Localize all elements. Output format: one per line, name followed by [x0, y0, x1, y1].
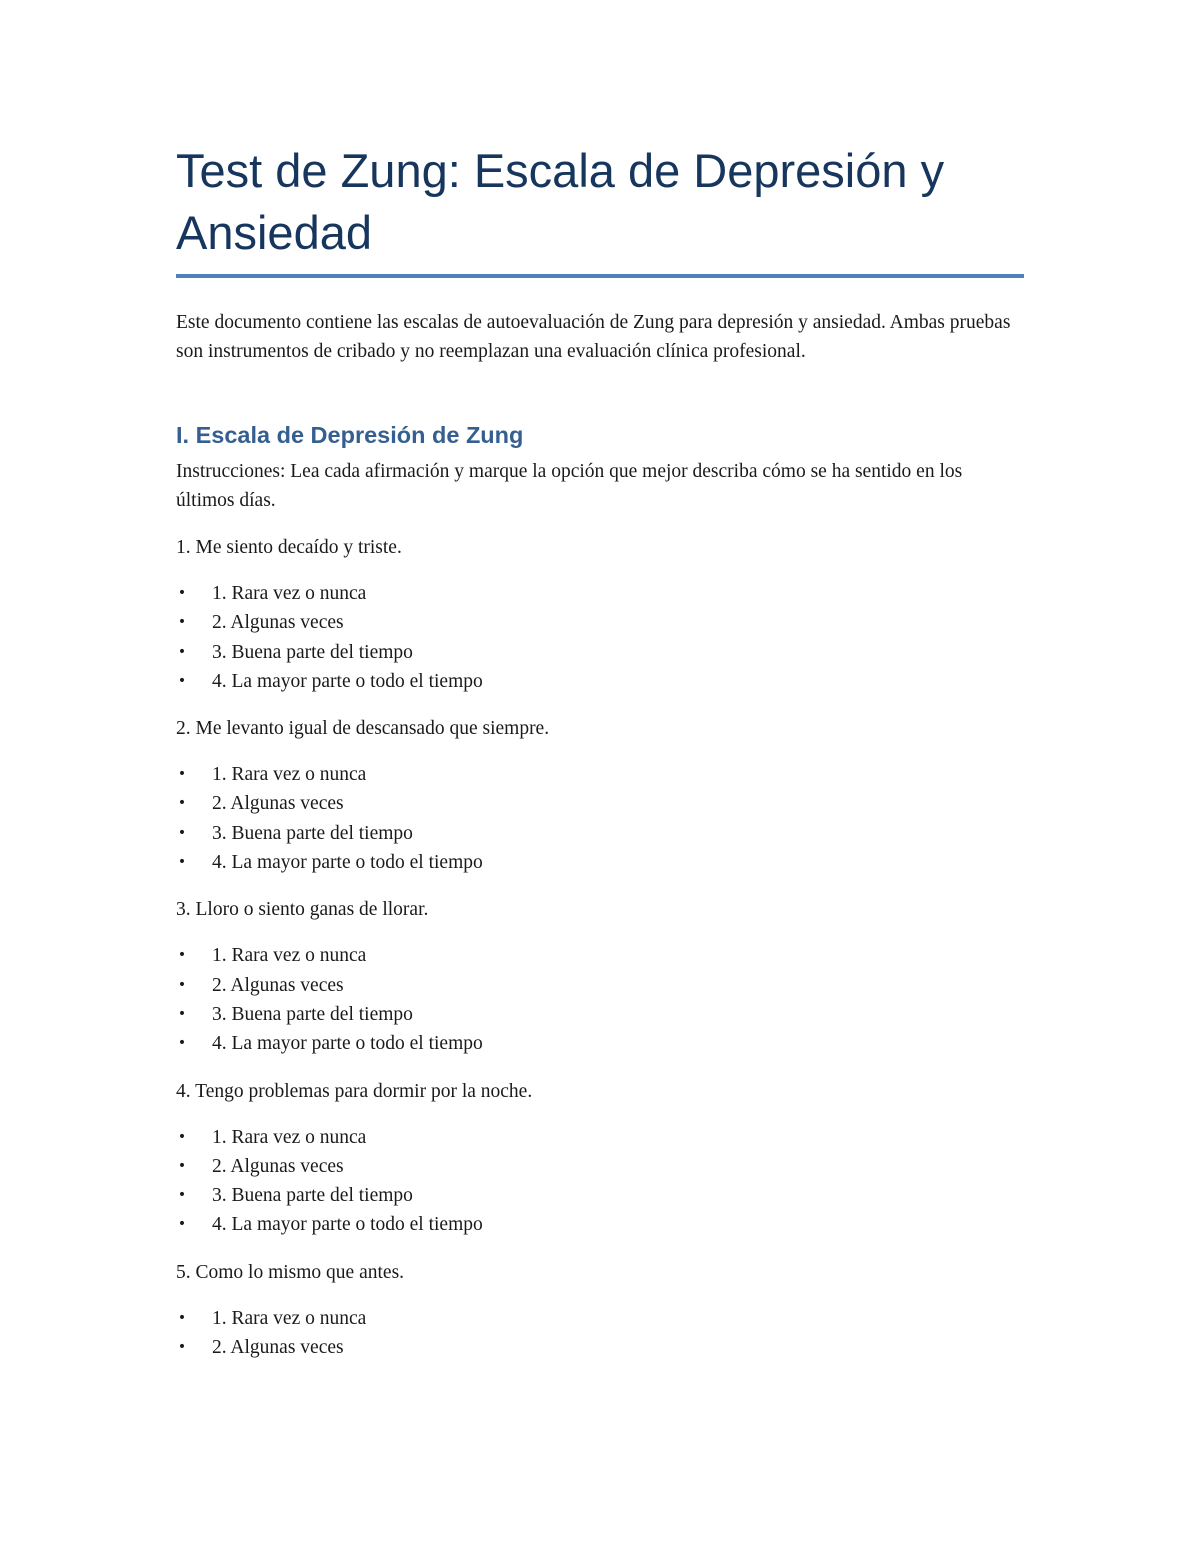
answer-option[interactable]: [176, 1152, 1024, 1181]
question-block: [176, 1258, 1024, 1363]
bullet-icon: •: [177, 824, 187, 841]
answer-option-label: 1. Rara vez o nunca: [212, 1126, 367, 1148]
answer-option-label: 4. La mayor parte o todo el tiempo: [212, 1033, 483, 1055]
bullet-icon: •: [177, 947, 187, 964]
bullet-icon: •: [177, 672, 187, 689]
bullet-icon: •: [177, 1157, 187, 1174]
answer-option[interactable]: [176, 579, 1024, 608]
answer-option[interactable]: [176, 1210, 1024, 1239]
question-text: 1. Me siento decaído y triste.: [176, 537, 402, 558]
answer-options: [176, 760, 1024, 877]
answer-option[interactable]: [176, 760, 1024, 789]
answer-option-label: 2. Algunas veces: [212, 974, 344, 996]
bullet-icon: •: [177, 1216, 187, 1233]
answer-options: [176, 1304, 1024, 1363]
answer-option[interactable]: [176, 971, 1024, 1000]
bullet-icon: •: [177, 643, 187, 660]
question-text: 2. Me levanto igual de descansado que siempre.: [176, 718, 550, 740]
answer-option-label: 2. Algunas veces: [212, 793, 344, 815]
question-block: [176, 714, 1024, 877]
answer-option[interactable]: [176, 608, 1024, 637]
bullet-icon: •: [177, 614, 187, 631]
question-block: [176, 1077, 1024, 1240]
answer-option[interactable]: [176, 638, 1024, 667]
document-page: [176, 140, 1024, 1362]
answer-option[interactable]: [176, 667, 1024, 696]
bullet-icon: •: [177, 1309, 187, 1326]
answer-option-label: 3. Buena parte del tiempo: [212, 1003, 413, 1025]
answer-option-label: 2. Algunas veces: [212, 1337, 344, 1359]
bullet-icon: •: [177, 1035, 187, 1052]
answer-option-label: 2. Algunas veces: [212, 612, 344, 634]
answer-option[interactable]: [176, 941, 1024, 970]
answer-options: [176, 579, 1024, 696]
answer-option[interactable]: [176, 819, 1024, 848]
answer-options: [176, 941, 1024, 1058]
bullet-icon: •: [177, 976, 187, 993]
answer-option-label: 2. Algunas veces: [212, 1155, 344, 1177]
document-title: Test de Zung: Escala de Depresión y Ansiedad: [176, 140, 1024, 278]
answer-option[interactable]: [176, 848, 1024, 877]
question-text: 5. Como lo mismo que antes.: [176, 1261, 405, 1283]
bullet-icon: •: [177, 1187, 187, 1204]
question-text: 3. Lloro o siento ganas de llorar.: [176, 899, 429, 921]
answer-option-label: 1. Rara vez o nunca: [212, 764, 367, 786]
bullet-icon: •: [177, 585, 187, 601]
answer-option-label: 4. La mayor parte o todo el tiempo: [212, 1214, 483, 1236]
answer-option-label: 1. Rara vez o nunca: [212, 945, 367, 967]
answer-option-label: 3. Buena parte del tiempo: [212, 822, 413, 844]
answer-option-label: 3. Buena parte del tiempo: [212, 1185, 413, 1207]
bullet-icon: •: [177, 1339, 187, 1356]
bullet-icon: •: [177, 854, 187, 871]
answer-option[interactable]: [176, 1123, 1024, 1152]
answer-option[interactable]: [176, 1000, 1024, 1029]
answer-option[interactable]: [176, 1333, 1024, 1362]
answer-option[interactable]: [176, 789, 1024, 818]
question-text: 4. Tengo problemas para dormir por la noche.: [176, 1080, 533, 1102]
bullet-icon: •: [177, 766, 187, 783]
answer-option-label: 1. Rara vez o nunca: [212, 1307, 367, 1329]
answer-option-label: 3. Buena parte del tiempo: [212, 641, 413, 663]
answer-option-label: 4. La mayor parte o todo el tiempo: [212, 852, 483, 874]
bullet-icon: •: [177, 1005, 187, 1022]
answer-option[interactable]: [176, 1181, 1024, 1210]
question-block: [176, 533, 1024, 696]
section-instructions: Instrucciones: Lea cada afirmación y marque la opción que mejor describa cómo se ha sentido en los últimos días.: [176, 461, 963, 511]
answer-option[interactable]: [176, 1029, 1024, 1058]
bullet-icon: •: [177, 795, 187, 812]
answer-option-label: 4. La mayor parte o todo el tiempo: [212, 670, 483, 692]
section-heading-depression: I. Escala de Depresión de Zung: [176, 422, 524, 448]
intro-paragraph: Este documento contiene las escalas de autoevaluación de Zung para depresión y ansiedad. Ambas pruebas son instrumentos de cribado y no reemplazan una evaluación clínica profesional.: [176, 312, 1011, 362]
answer-option[interactable]: [176, 1304, 1024, 1333]
bullet-icon: •: [177, 1128, 187, 1145]
question-block: [176, 895, 1024, 1058]
answer-option-label: 1. Rara vez o nunca: [212, 583, 367, 604]
answer-options: [176, 1123, 1024, 1240]
